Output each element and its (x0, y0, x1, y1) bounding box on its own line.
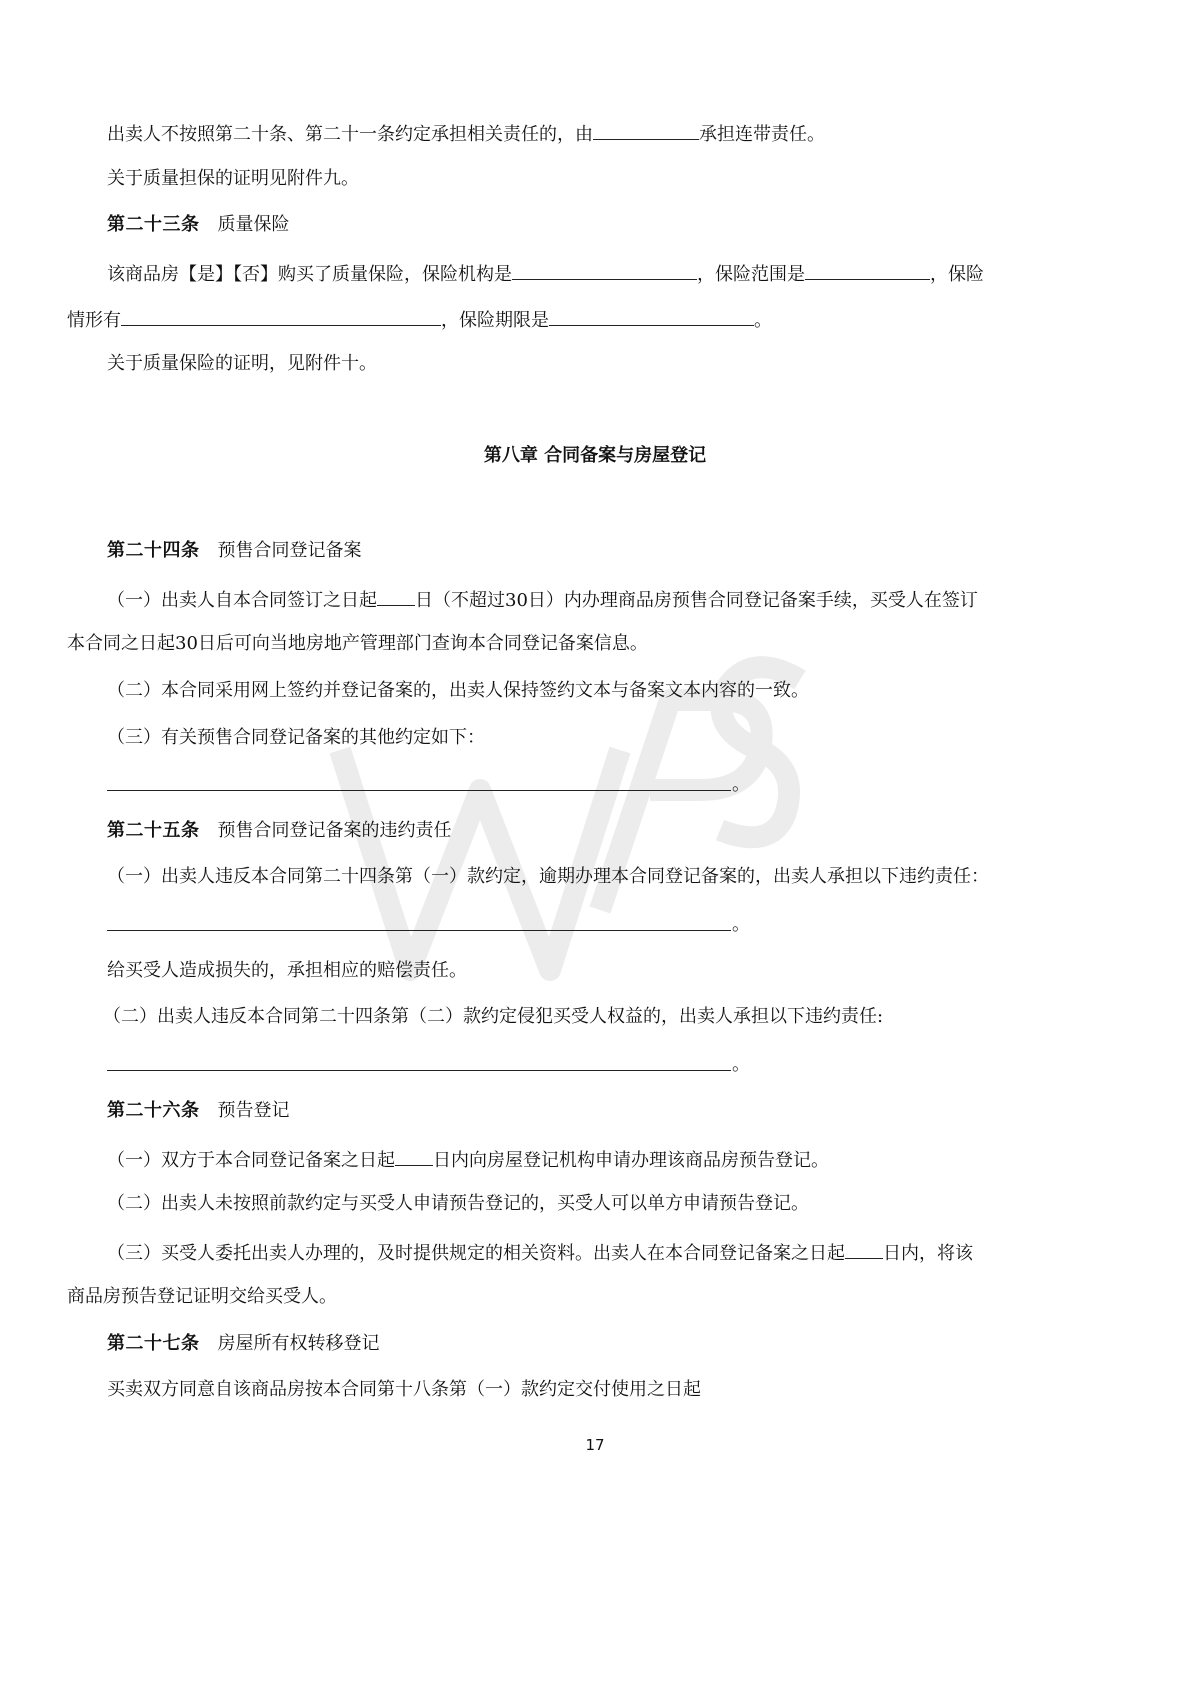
paragraph-25-compensation: 给买受人造成损失的，承担相应的赔偿责任。 (107, 960, 467, 981)
text: 情形有 (67, 310, 121, 331)
paragraph-27: 买卖双方同意自该商品房按本合同第十八条第（一）款约定交付使用之日起 (107, 1379, 701, 1400)
text: 日内向房屋登记机构申请办理该商品房预告登记。 (433, 1150, 829, 1171)
paragraph-26-3-cont: 商品房预告登记证明交给买受人。 (67, 1286, 337, 1307)
text: 该商品房【是】【否】购买了质量保险，保险机构是 (107, 264, 512, 285)
article-title: 预售合同登记备案 (217, 540, 362, 561)
paragraph-24-1 (107, 585, 978, 614)
paragraph-25-1: （一）出卖人违反本合同第二十四条第（一）款约定，逾期办理本合同登记备案的，出卖人承担以下违约责任： (107, 866, 989, 887)
article-number: 第二十七条 (107, 1333, 200, 1354)
article-number: 第二十三条 (107, 214, 200, 235)
page-number: 17 (585, 1436, 605, 1454)
article-title: 房屋所有权转移登记 (217, 1333, 380, 1354)
chapter-heading: 第八章 合同备案与房屋登记 (483, 445, 707, 466)
text: （三）买受人委托出卖人办理的，及时提供规定的相关资料。出卖人在本合同登记备案之日起 (107, 1243, 845, 1264)
end-mark: 。 (732, 774, 750, 795)
article-title: 质量保险 (217, 214, 290, 235)
paragraph-26-1 (107, 1145, 829, 1174)
text: （一）出卖人自本合同签订之日起 (107, 590, 377, 611)
article-27-heading (107, 1331, 380, 1357)
article-number: 第二十五条 (107, 820, 200, 841)
text: 出卖人不按照第二十条、第二十一条约定承担相关责任的，由 (107, 124, 593, 145)
end-mark: 。 (732, 914, 750, 935)
blank-line[interactable] (107, 1070, 731, 1071)
blank-field[interactable] (395, 1145, 433, 1166)
text: ，保险期限是 (441, 310, 549, 331)
end-mark: 。 (732, 1054, 750, 1075)
article-title: 预售合同登记备案的违约责任 (217, 820, 452, 841)
blank-field[interactable] (805, 259, 930, 280)
paragraph-24-1-cont: 本合同之日起30日后可向当地房地产管理部门查询本合同登记备案信息。 (67, 633, 648, 654)
blank-field[interactable] (593, 119, 699, 140)
article-25-heading (107, 818, 452, 844)
text: 承担连带责任。 (699, 124, 825, 145)
text: ，保险 (930, 264, 984, 285)
text: 日内，将该 (883, 1243, 973, 1264)
article-26-heading (107, 1098, 290, 1124)
paragraph-insurance-1 (107, 259, 984, 288)
paragraph-25-2: （二）出卖人违反本合同第二十四条第（二）款约定侵犯买受人权益的，出卖人承担以下违约责任: (103, 1006, 884, 1027)
article-number: 第二十四条 (107, 540, 200, 561)
blank-field[interactable] (121, 305, 441, 326)
article-number: 第二十六条 (107, 1100, 200, 1121)
paragraph-quality-guarantee-proof: 关于质量担保的证明见附件九。 (107, 168, 359, 189)
blank-line[interactable] (107, 790, 731, 791)
paragraph-26-2: （二）出卖人未按照前款约定与买受人申请预告登记的，买受人可以单方申请预告登记。 (107, 1193, 809, 1214)
blank-field[interactable] (845, 1238, 883, 1259)
text: 日（不超过30日）内办理商品房预售合同登记备案手续，买受人在签订 (415, 590, 978, 611)
blank-field[interactable] (377, 585, 415, 606)
paragraph-insurance-proof: 关于质量保险的证明，见附件十。 (107, 353, 377, 374)
blank-field[interactable] (549, 305, 754, 326)
paragraph-24-3: （三）有关预售合同登记备案的其他约定如下： (107, 727, 485, 748)
article-24-heading (107, 538, 362, 564)
article-23-heading (107, 212, 290, 238)
text: 。 (754, 310, 772, 331)
paragraph-24-2: （二）本合同采用网上签约并登记备案的，出卖人保持签约文本与备案文本内容的一致。 (107, 680, 809, 701)
paragraph-insurance-2 (67, 305, 772, 334)
paragraph-joint-liability (107, 119, 825, 148)
article-title: 预告登记 (217, 1100, 290, 1121)
text: （一）双方于本合同登记备案之日起 (107, 1150, 395, 1171)
text: ，保险范围是 (697, 264, 805, 285)
paragraph-26-3 (107, 1238, 973, 1267)
blank-line[interactable] (107, 930, 731, 931)
blank-field[interactable] (512, 259, 697, 280)
